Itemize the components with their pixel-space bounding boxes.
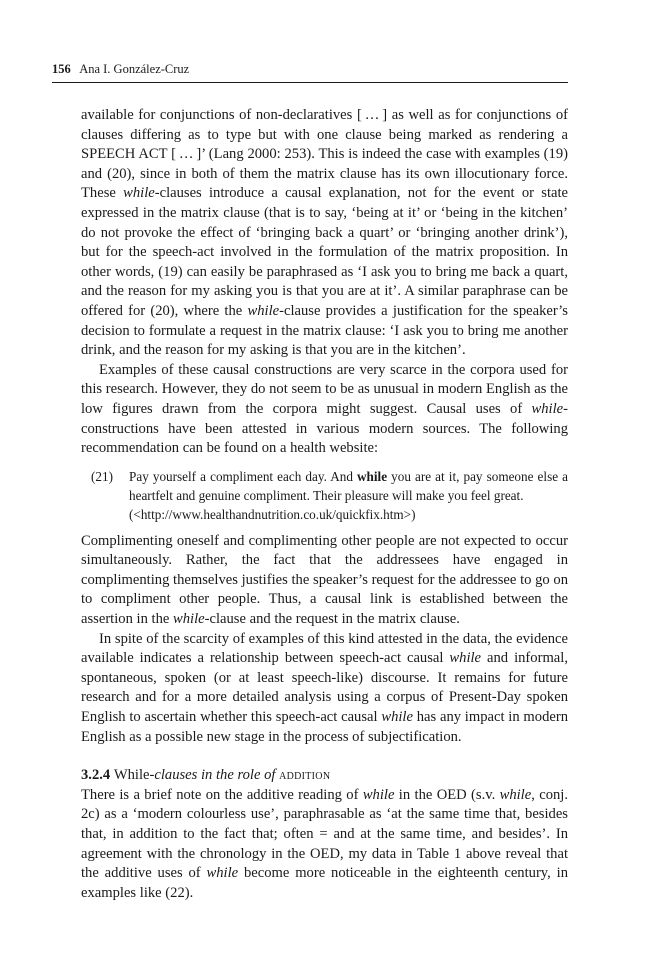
running-author: Ana I. González-Cruz xyxy=(79,62,190,76)
text-run: become more noticeable in the eighteenth century, in examples like (22). xyxy=(81,865,568,901)
example-source: (<http://www.healthandnutrition.co.uk/quickfix.htm>) xyxy=(129,506,416,522)
text-run: -clause provides a justification for the speaker’s decision to formulate a request in the matrix clause: ‘I ask you to bring me another drink, and the reason for my asking is that you are in the kitchen’. xyxy=(81,302,568,359)
bold-term: while xyxy=(357,468,388,484)
section-title-while: While xyxy=(113,767,150,784)
text-run: -clauses introduce a causal explanation, not for the event or state expressed in the matrix clause (that is to say, ‘being at it’ or ‘being in the kitchen’ do not provoke the effect of ‘bringing back a quart’ or ‘bringing another drink’), but for the speech-act involved in the formulation of the matrix proposition. In other words, (19) can easily be paraphrased as ‘I ask you to bring me back a quart, and the reason for my asking you is that you are at it’. A similar paraphrase can be offered for (20), where the xyxy=(81,185,569,319)
example-text xyxy=(129,467,568,524)
text-run: and informal, spontaneous, spoken (or at least speech-like) discourse. It remains for future research and for a more detailed analysis using a corpus of Present-Day spoken English to ascertain whether this speech-act causal xyxy=(81,650,568,726)
italic-term: while xyxy=(247,302,280,319)
text-run: -constructions have been attested in various modern sources. The following recommendation can be found on a health website: xyxy=(81,400,568,457)
italic-term: while xyxy=(531,400,564,417)
paragraph-5 xyxy=(81,786,568,904)
text-run: , conj. 2c) as a ‘modern colourless use’, paraphrasable as ‘at the same time that, besides that, in addition to the fact that; often = and at the same time, and besides’. In agreement with the chronology in the OED, my data in Table 1 above reveal that the additive uses of xyxy=(81,786,568,882)
text-run: has any impact in modern English as a possible new stage in the process of subjectification. xyxy=(81,709,568,745)
page-number: 156 xyxy=(52,62,71,76)
italic-term: while xyxy=(362,786,395,803)
italic-term: while xyxy=(123,185,155,202)
italic-term: while xyxy=(499,786,532,803)
section-title-middle: -clauses in the role of xyxy=(149,767,280,784)
text-run: In spite of the scarcity of examples of this kind attested in the data, the evidence available indicates a relationship between speech-act causal xyxy=(81,630,568,667)
example-21 xyxy=(91,467,568,524)
text-run: available for conjunctions of non-declaratives [ … ] as well as for conjunctions of clauses differing as to type but with one clause being marked as rendering a SPEECH ACT [ … ]’ (Lang 2000: 253). This is indeed the case with examples (19) and (20), since in both of them the matrix clause has its own illocutionary force. These xyxy=(81,107,568,202)
section-title-addition: addition xyxy=(279,767,331,784)
italic-term: while xyxy=(381,709,413,726)
paragraph-2 xyxy=(81,361,568,459)
running-header xyxy=(52,62,568,83)
text-run: -clause and the request in the matrix clause. xyxy=(204,611,460,628)
example-number: (21) xyxy=(91,468,113,484)
section-heading xyxy=(81,766,568,786)
text-run: Examples of these causal constructions are very scarce in the corpora used for this research. However, they do not seem to be as unusual in modern English as the low figures drawn from the corpora might suggest. Causal uses of xyxy=(81,361,568,417)
paragraph-1 xyxy=(81,106,568,361)
text-run: Pay yourself a compliment each day. And xyxy=(129,468,358,484)
italic-term: while xyxy=(206,865,239,882)
italic-term: while xyxy=(173,611,205,628)
text-run: There is a brief note on the additive reading of xyxy=(81,786,363,803)
text-run: in the OED (s.v. xyxy=(394,786,500,803)
main-text xyxy=(81,106,568,903)
text-run: you are at it, pay someone else a heartfelt and genuine compliment. Their pleasure will make you feel great. xyxy=(129,468,568,503)
section-number: 3.2.4 xyxy=(81,767,111,784)
paragraph-4 xyxy=(81,630,568,748)
italic-term: while xyxy=(449,650,482,667)
text-run: Complimenting oneself and complimenting other people are not expected to occur simultaneously. Rather, the fact that the addressees have engaged in complimenting themselves justifies the speaker’s request for the addressee to go on to compliment other people. Thus, a causal link is established between the assertion in the xyxy=(81,532,568,628)
paragraph-3 xyxy=(81,532,568,630)
